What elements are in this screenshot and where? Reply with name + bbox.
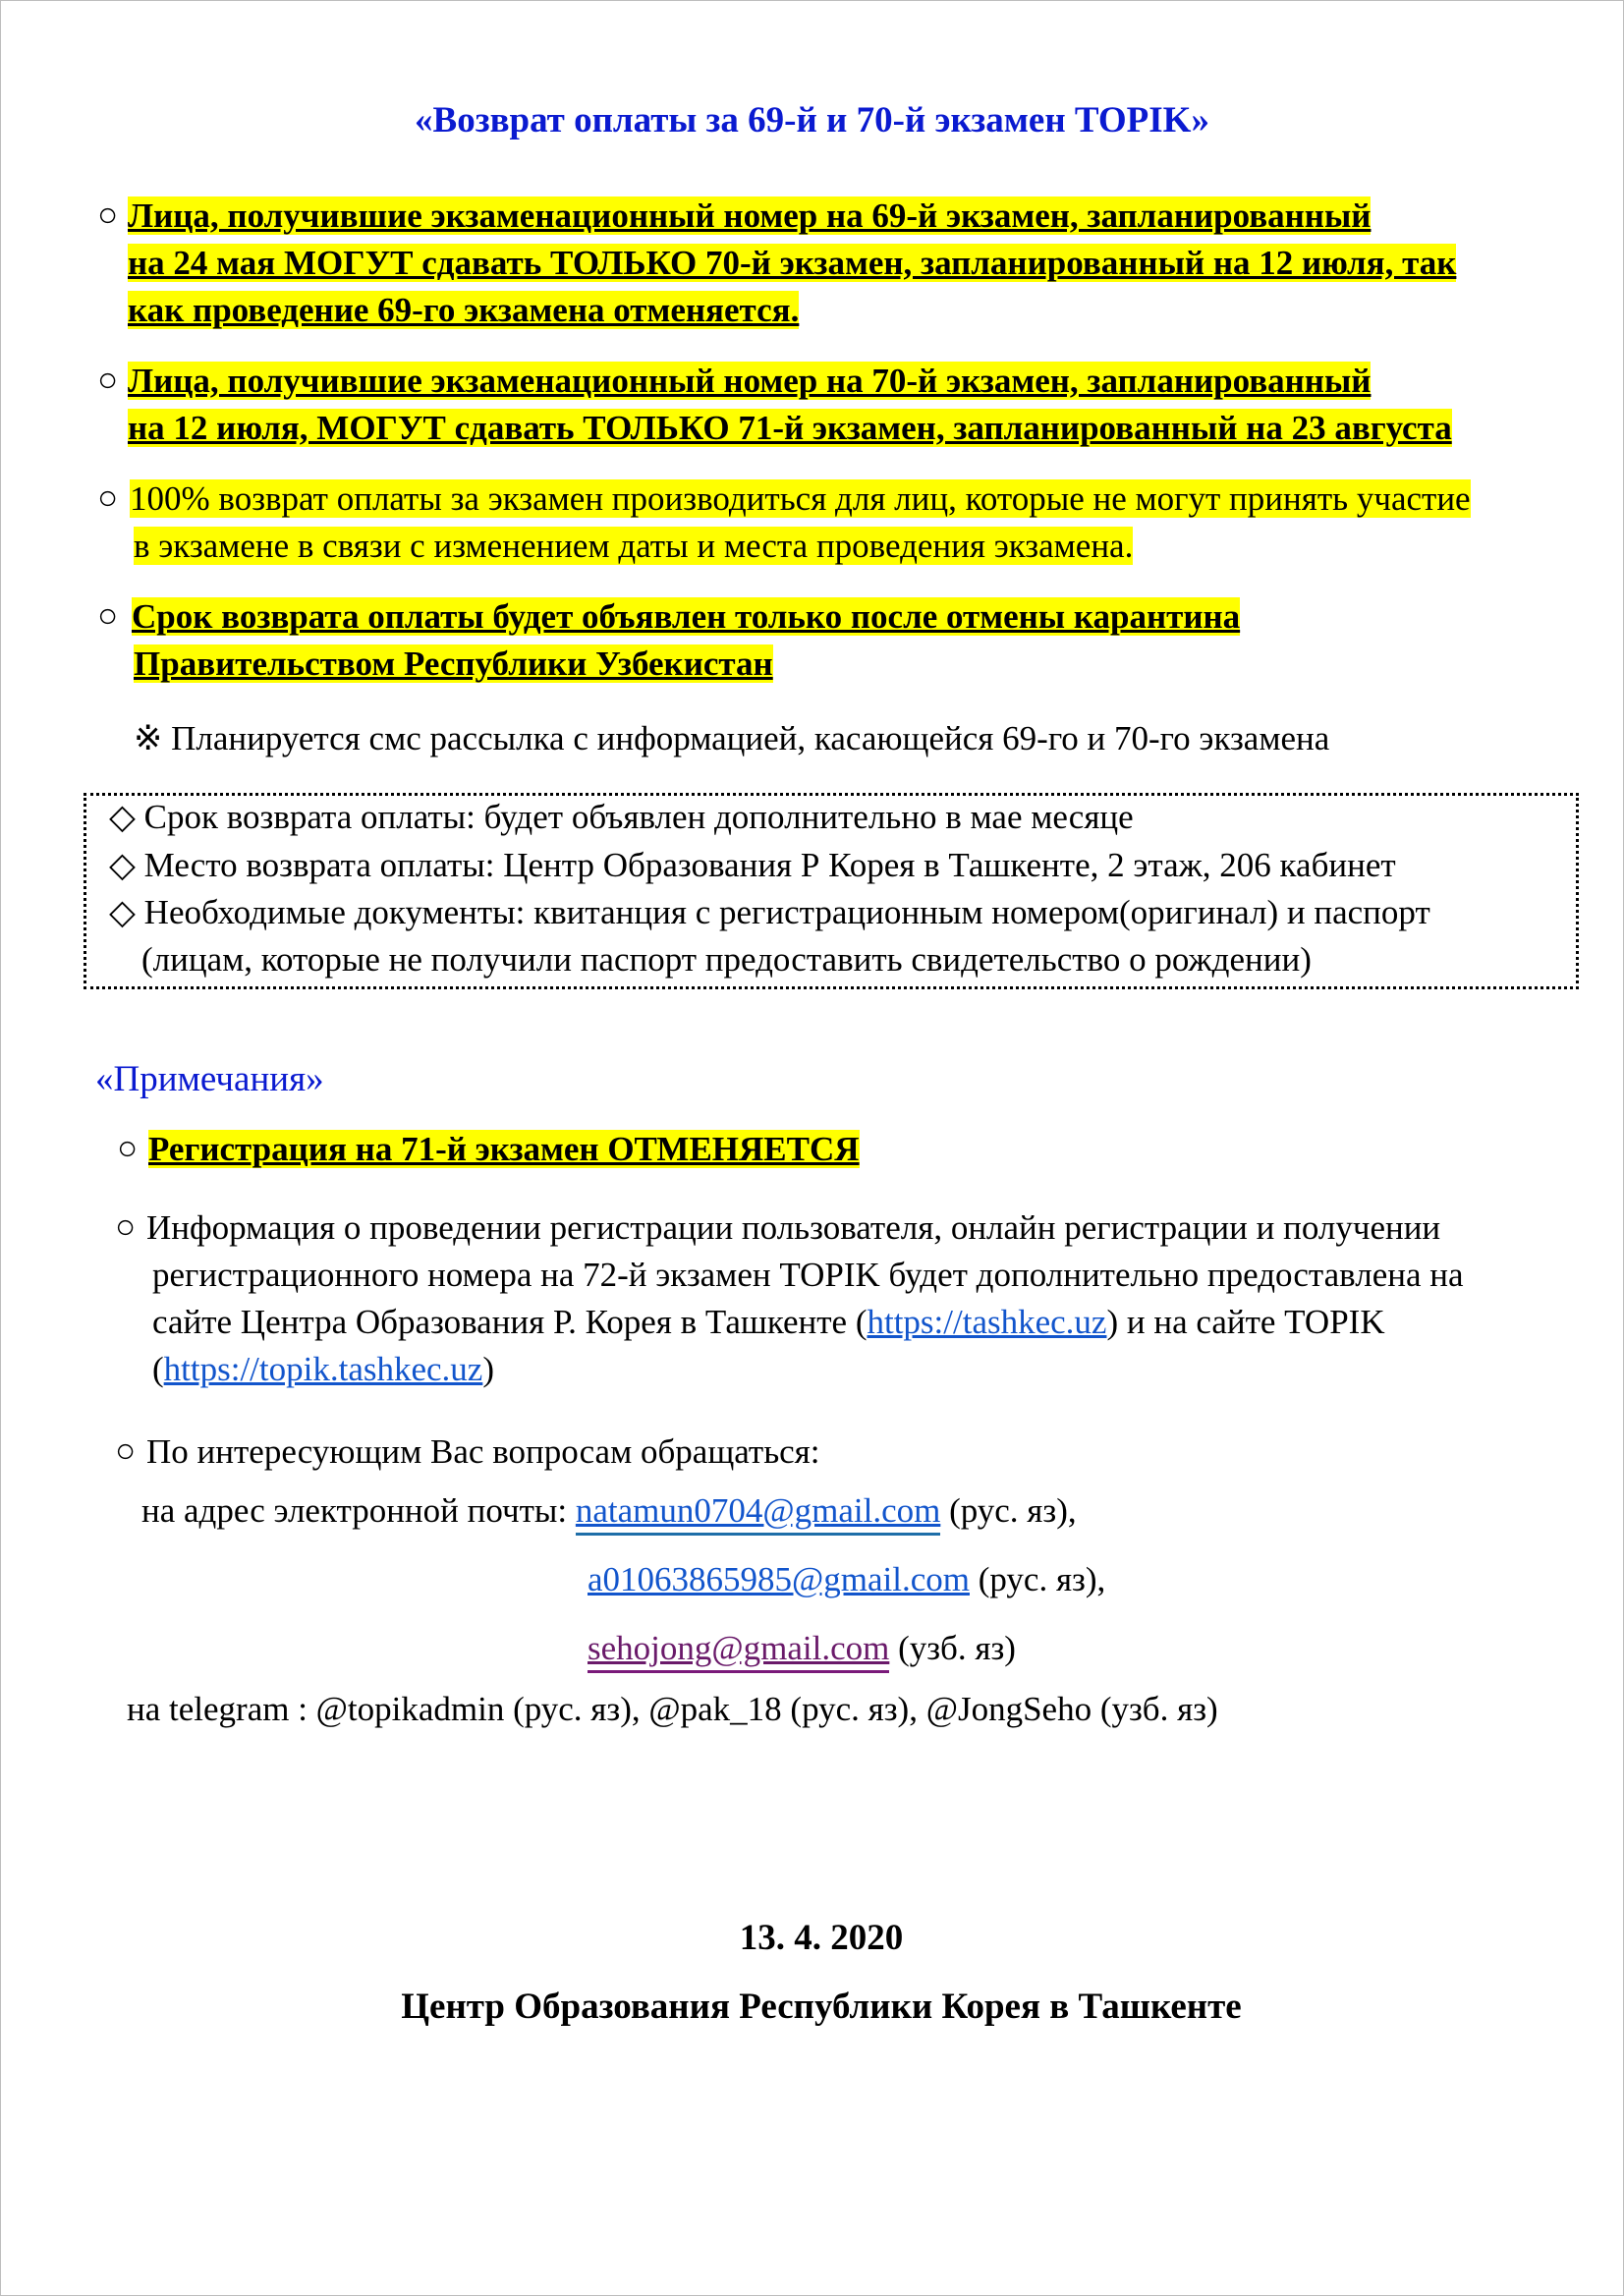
organization-signature: Центр Образования Республики Корея в Ташкенте	[401, 1987, 1242, 2027]
email-link-3[interactable]: sehojong@gmail.com	[588, 1627, 889, 1673]
required-docs-item: ◇ Необходимые документы: квитанция с регистрационным номером(оригинал) и паспорт	[109, 893, 1430, 931]
telegram-contacts: на telegram : @topikadmin (рус. яз), @pak_18 (рус. яз), @JongSeho (узб. яз)	[127, 1690, 1218, 1728]
note-2-line-4: (https://topik.tashkec.uz)	[152, 1350, 494, 1388]
note-3-marker: ○	[115, 1431, 137, 1470]
note-contacts-intro: По интересующим Вас вопросам обращаться:	[146, 1432, 820, 1471]
tashkec-link[interactable]: https://tashkec.uz	[867, 1303, 1107, 1341]
required-docs-note: (лицам, которые не получили паспорт предоставить свидетельство о рождении)	[141, 940, 1312, 979]
sms-note: ※ Планируется смс рассылка с информацией, касающейся 69-го и 70-го экзамена	[134, 719, 1330, 757]
email-row-2: a01063865985@gmail.com (рус. яз),	[588, 1560, 1106, 1598]
note-2-marker: ○	[115, 1207, 137, 1246]
note-2-line-3: сайте Центра Образования Р. Корея в Ташкенте (https://tashkec.uz) и на сайте TOPIK	[152, 1303, 1385, 1341]
refund-term-item: ◇ Срок возврата оплаты: будет объявлен дополнительно в мае месяце	[109, 798, 1134, 836]
bullet-2-marker: ○	[97, 361, 119, 399]
bullet-2-line-1: Лица, получившие экзаменационный номер на 70-й экзамен, запланированный	[128, 362, 1372, 400]
bullet-1-line-2: на 24 мая МОГУТ сдавать ТОЛЬКО 70-й экзамен, запланированный на 12 июля, так	[128, 244, 1457, 282]
email-row-1: на адрес электронной почты: natamun0704@gmail.com (рус. яз),	[141, 1488, 1077, 1536]
notes-heading: «Примечания»	[95, 1059, 324, 1099]
email-link-2[interactable]: a01063865985@gmail.com	[588, 1560, 970, 1598]
document-date: 13. 4. 2020	[739, 1918, 904, 1958]
bullet-3-line-2: в экзамене в связи с изменением даты и места проведения экзамена.	[134, 527, 1134, 565]
refund-place-item: ◇ Место возврата оплаты: Центр Образования Р Корея в Ташкенте, 2 этаж, 206 кабинет	[109, 846, 1396, 884]
bullet-3-marker: ○	[97, 478, 119, 517]
note-2-line-1: Информация о проведении регистрации пользователя, онлайн регистрации и получении	[146, 1208, 1441, 1247]
bullet-3-line-1: 100% возврат оплаты за экзамен производиться для лиц, которые не могут принять участие	[130, 479, 1471, 518]
bullet-4-line-1: Срок возврата оплаты будет объявлен только после отмены карантина	[132, 597, 1241, 636]
bullet-1-line-1: Лица, получившие экзаменационный номер на 69-й экзамен, запланированный	[128, 196, 1372, 235]
bullet-4-line-2: Правительством Республики Узбекистан	[134, 644, 773, 683]
note-1-marker: ○	[117, 1129, 139, 1167]
bullet-1-line-3: как проведение 69-го экзамена отменяется.	[128, 291, 800, 329]
note-registration-cancelled: Регистрация на 71-й экзамен ОТМЕНЯЕТСЯ	[148, 1130, 860, 1168]
page-title: «Возврат оплаты за 69-й и 70-й экзамен TOPIK»	[415, 100, 1209, 140]
bullet-1-marker: ○	[97, 196, 119, 234]
diamond-icon: ◇	[109, 893, 136, 931]
bullet-4-marker: ○	[97, 596, 119, 635]
email-row-3: sehojong@gmail.com (узб. яз)	[588, 1626, 1016, 1673]
email-link-1[interactable]: natamun0704@gmail.com	[576, 1489, 940, 1536]
note-2-line-2: регистрационного номера на 72-й экзамен TOPIK будет дополнительно предоставлена на	[152, 1256, 1464, 1294]
diamond-icon: ◇	[109, 846, 136, 884]
diamond-icon: ◇	[109, 798, 136, 836]
bullet-2-line-2: на 12 июля, МОГУТ сдавать ТОЛЬКО 71-й экзамен, запланированный на 23 августа	[128, 409, 1452, 447]
topik-link[interactable]: https://topik.tashkec.uz	[163, 1350, 483, 1388]
